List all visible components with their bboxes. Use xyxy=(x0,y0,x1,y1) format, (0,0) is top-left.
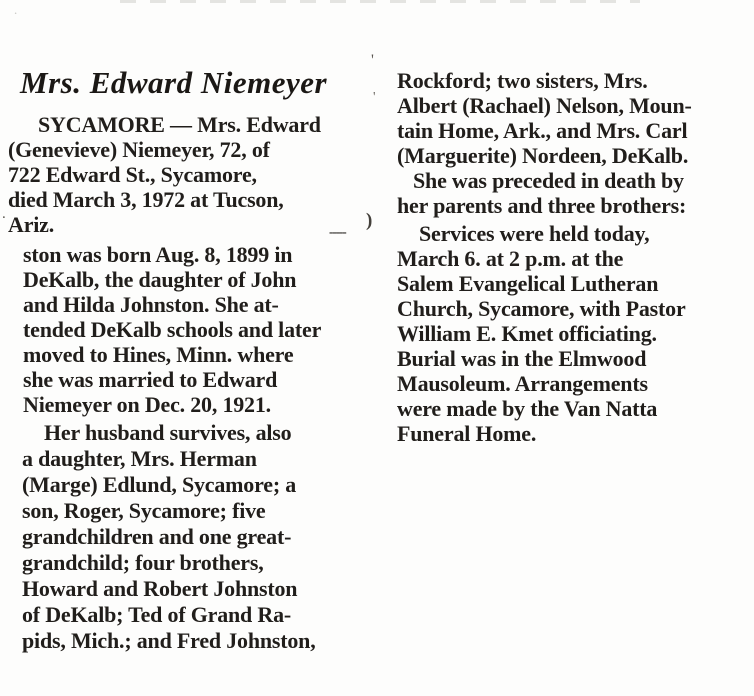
scan-artifact-dot: . xyxy=(14,2,18,17)
text-line: William E. Kmet officiating. xyxy=(397,321,657,346)
text-line: were made by the Van Natta xyxy=(397,396,658,421)
text-line: Howard and Robert Johnston xyxy=(22,576,298,601)
text-line: DeKalb, the daughter of John xyxy=(23,267,297,292)
text-line: son, Roger, Sycamore; five xyxy=(22,498,266,523)
left-column-paragraph-1 xyxy=(8,112,373,237)
text-line: she was married to Edward xyxy=(23,367,278,392)
text-line: and Hilda Johnston. She at- xyxy=(23,292,279,317)
text-line: She was preceded in death by xyxy=(413,168,684,193)
text-line: grandchildren and one great- xyxy=(22,524,292,549)
left-column-paragraph-3 xyxy=(22,420,356,654)
text-line: grandchild; four brothers, xyxy=(22,550,264,575)
text-line: Services were held today, xyxy=(419,221,650,246)
scan-artifact-quote: ' xyxy=(373,90,376,105)
text-line: Albert (Rachael) Nelson, Moun- xyxy=(397,93,692,118)
article-title: Mrs. Edward Niemeyer xyxy=(20,65,328,100)
text-line: (Genevieve) Niemeyer, 72, of xyxy=(8,137,270,162)
text-line: a daughter, Mrs. Herman xyxy=(22,446,257,471)
right-column-paragraph-2 xyxy=(397,168,735,218)
text-line: her parents and three brothers: xyxy=(397,193,687,218)
scan-artifact-paren: ) xyxy=(366,210,373,231)
text-line: tain Home, Ark., and Mrs. Carl xyxy=(397,118,688,143)
text-line: ston was born Aug. 8, 1899 in xyxy=(23,242,293,267)
text-line: 722 Edward St., Sycamore, xyxy=(8,162,257,187)
text-line: died March 3, 1972 at Tucson, xyxy=(8,187,284,212)
scan-artifact-top-edge xyxy=(120,0,640,3)
text-line: March 6. at 2 p.m. at the xyxy=(397,246,624,271)
scan-artifact-paste-mark: ----- xyxy=(329,224,346,239)
text-line: Her husband survives, also xyxy=(44,420,292,445)
scan-artifact-quote: ' xyxy=(371,52,374,69)
text-line: SYCAMORE — Mrs. Edward xyxy=(38,112,321,137)
text-line: Ariz. xyxy=(8,212,55,237)
left-column-paragraph-2 xyxy=(23,242,372,417)
text-line: Funeral Home. xyxy=(397,421,537,446)
right-column xyxy=(397,68,735,446)
text-line: of DeKalb; Ted of Grand Ra- xyxy=(22,602,292,627)
text-line: (Marge) Edlund, Sycamore; a xyxy=(22,472,297,497)
text-line: (Marguerite) Nordeen, DeKalb. xyxy=(397,143,689,168)
text-line: Mausoleum. Arrangements xyxy=(397,371,648,396)
text-line: Rockford; two sisters, Mrs. xyxy=(397,68,648,93)
text-line: Burial was in the Elmwood xyxy=(397,346,647,371)
text-line: Church, Sycamore, with Pastor xyxy=(397,296,686,321)
right-column-paragraph-3 xyxy=(397,221,735,446)
scan-artifact-dot: . xyxy=(2,206,6,222)
text-line: moved to Hines, Minn. where xyxy=(23,342,294,367)
right-column-paragraph-1 xyxy=(397,68,735,168)
text-line: Salem Evangelical Lutheran xyxy=(397,271,659,296)
text-line: tended DeKalb schools and later xyxy=(23,317,322,342)
text-line: pids, Mich.; and Fred Johnston, xyxy=(22,628,316,653)
text-line: Niemeyer on Dec. 20, 1921. xyxy=(23,392,271,417)
